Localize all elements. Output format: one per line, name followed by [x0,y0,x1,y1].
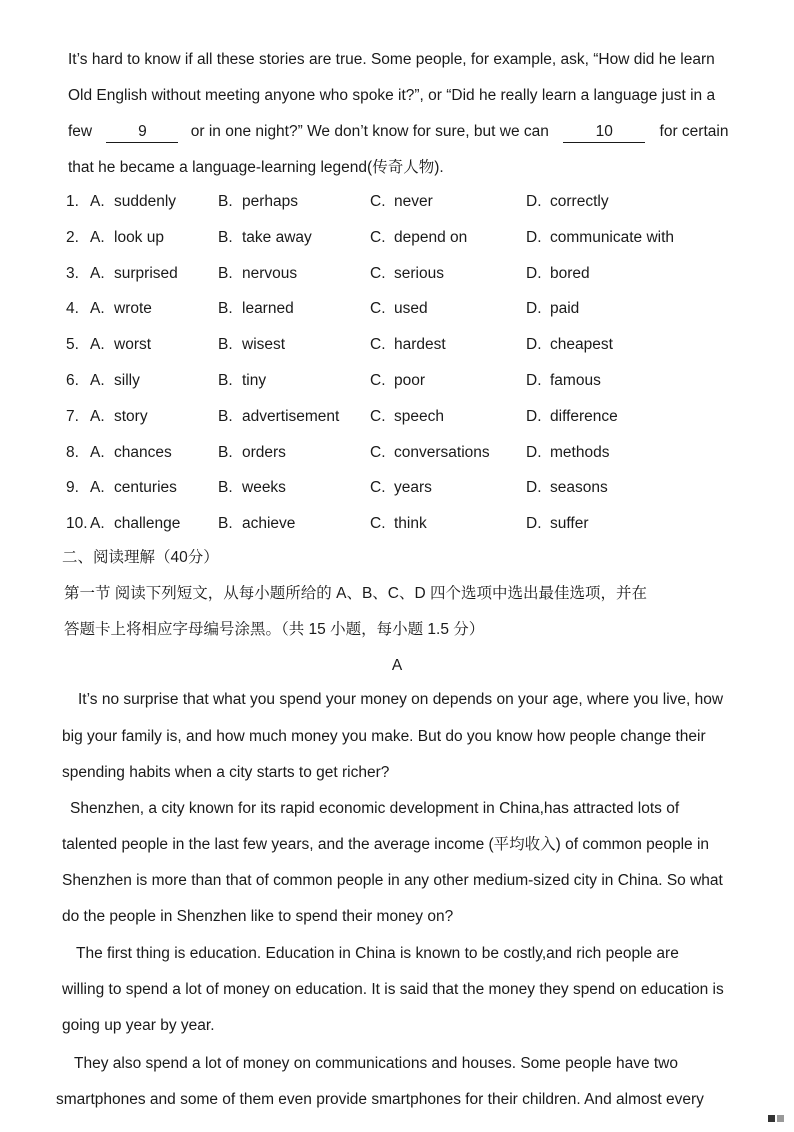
option-text: tiny [242,372,267,389]
option-a [90,479,177,497]
question-number: 8. [66,443,79,461]
option-text: story [114,407,148,425]
option-text: perhaps [242,193,299,210]
option-text: never [394,193,433,210]
option-letter: D. [526,336,542,354]
option-a [90,515,180,533]
question-number: 1. [66,193,79,210]
section-instruction-1: 第一节 阅读下列短文，从每小题所给的 A、B、C、D 四个选项中选出最佳选项，并在 [64,585,647,602]
option-letter: C. [370,300,386,318]
option-a [90,336,151,354]
passage-a-line-6: Shenzhen is more than that of common people in any other medium-sized city in China. So what [62,872,723,889]
option-text: surprised [114,264,178,282]
option-b [218,372,266,390]
option-letter: B. [218,515,233,533]
question-number: 9. [66,479,79,497]
option-letter: D. [526,443,542,461]
option-text: learned [242,300,294,318]
option-b [218,408,339,426]
option-text: correctly [550,193,609,210]
option-text: depend on [394,228,468,246]
passage-line-4: that he became a language-learning legend(传奇人物). [68,159,444,176]
passage-a-line-7: do the people in Shenzhen like to spend their money on? [62,908,454,925]
option-text: suddenly [114,193,177,210]
option-letter: C. [370,372,386,389]
option-text: centuries [114,479,177,497]
corner-qr-mark [768,1115,786,1122]
option-letter: C. [370,193,386,210]
option-b [218,300,294,318]
option-text: achieve [242,515,296,533]
option-letter: D. [526,264,542,282]
option-letter: C. [370,336,386,354]
option-d [526,372,601,390]
option-letter: B. [218,443,233,461]
option-text: methods [550,443,610,461]
option-letter: A. [90,193,105,210]
option-a [90,193,176,211]
option-a [90,300,152,318]
option-b [218,229,312,247]
option-text: communicate with [550,228,675,246]
option-c [370,444,490,462]
option-letter: B. [218,407,233,425]
option-text: orders [242,443,286,461]
passage-line-3-end: for certain [659,123,729,140]
passage-a-line-11: They also spend a lot of money on communications and houses. Some people have two [74,1055,679,1072]
question-number: 6. [66,372,79,389]
option-text: take away [242,228,312,246]
option-letter: A. [90,372,105,389]
passage-line-2: Old English without meeting anyone who spoke it?”, or “Did he really learn a language just in a [68,87,716,104]
option-letter: A. [90,264,105,282]
option-letter: D. [526,515,542,533]
passage-a-line-8: The first thing is education. Education in China is known to be costly,and rich people are [76,945,679,962]
section-title: 二、阅读理解（40分） [62,549,219,566]
option-letter: B. [218,228,233,246]
option-letter: A. [90,479,105,497]
option-letter: D. [526,193,542,210]
option-a [90,229,164,247]
option-text: speech [394,407,444,425]
option-c [370,372,425,390]
question-number: 3. [66,264,79,282]
question-number: 2. [66,228,79,246]
option-d [526,479,608,497]
option-text: seasons [550,479,608,497]
option-letter: C. [370,479,386,497]
option-letter: A. [90,407,105,425]
option-text: wisest [242,336,286,354]
option-text: think [394,515,427,533]
option-letter: A. [90,443,105,461]
option-text: hardest [394,336,446,354]
option-c [370,479,432,497]
passage-a-line-12: smartphones and some of them even provide smartphones for their children. And almost every [56,1091,704,1108]
option-text: suffer [550,515,589,533]
option-text: look up [114,228,164,246]
option-letter: B. [218,372,233,389]
option-letter: D. [526,372,542,389]
option-text: wrote [114,300,152,318]
option-d [526,300,579,318]
option-d [526,515,589,533]
option-c [370,229,467,247]
option-text: serious [394,264,444,282]
section-instruction-2: 答题卡上将相应字母编号涂黑。（共 15 小题，每小题 1.5 分） [64,621,485,638]
option-b [218,336,285,354]
option-d [526,265,590,283]
option-b [218,265,297,283]
option-a [90,265,178,283]
option-text: silly [114,372,140,389]
passage-a-line-2: big your family is, and how much money you make. But do you know how people change their [62,728,706,745]
option-text: years [394,479,432,497]
option-c [370,408,444,426]
option-letter: D. [526,228,542,246]
option-letter: C. [370,407,386,425]
option-a [90,408,148,426]
question-number: 7. [66,407,79,425]
option-text: famous [550,372,601,389]
option-text: challenge [114,515,181,533]
option-letter: A. [90,228,105,246]
option-text: bored [550,264,590,282]
option-c [370,336,446,354]
question-number: 10. [66,515,88,533]
option-a [90,372,140,390]
passage-a-line-3: spending habits when a city starts to get richer? [62,764,390,781]
blank-10: 10 [563,122,645,143]
option-text: difference [550,407,618,425]
option-letter: A. [90,336,105,354]
passage-a-line-5: talented people in the last few years, and the average income (平均收入) of common people in [62,836,710,853]
option-letter: B. [218,193,233,210]
option-a [90,444,172,462]
option-b [218,193,298,211]
question-number: 4. [66,300,79,318]
option-letter: D. [526,300,542,318]
option-letter: A. [90,515,105,533]
option-text: chances [114,443,172,461]
option-text: conversations [394,443,490,461]
option-c [370,300,428,318]
option-c [370,265,444,283]
option-d [526,229,674,247]
passage-line-1: It’s hard to know if all these stories are true. Some people, for example, ask, “How did he learn [68,51,715,68]
option-text: poor [394,372,426,389]
passage-line-3-start: few [68,123,93,140]
option-d [526,193,609,211]
option-letter: B. [218,264,233,282]
option-b [218,479,286,497]
option-d [526,336,613,354]
option-letter: B. [218,479,233,497]
option-letter: A. [90,300,105,318]
option-c [370,515,427,533]
blank-9: 9 [106,122,178,143]
option-letter: C. [370,264,386,282]
option-text: paid [550,300,580,318]
passage-line-3 [68,122,728,143]
passage-a-line-9: willing to spend a lot of money on education. It is said that the money they spend on education is [62,981,724,998]
passage-label: A [391,657,403,674]
option-b [218,515,295,533]
option-text: nervous [242,264,298,282]
option-letter: B. [218,300,233,318]
option-letter: C. [370,228,386,246]
passage-a-line-10: going up year by year. [62,1017,215,1034]
option-letter: D. [526,479,542,497]
option-letter: B. [218,336,233,354]
option-text: worst [114,336,152,354]
option-letter: D. [526,407,542,425]
passage-a-line-1: It’s no surprise that what you spend your money on depends on your age, where you live, how [78,691,724,708]
option-d [526,408,618,426]
option-letter: C. [370,443,386,461]
option-text: used [394,300,428,318]
option-text: advertisement [242,407,340,425]
passage-line-3-middle: or in one night?” We don’t know for sure, but we can [190,123,549,140]
question-number: 5. [66,336,79,354]
option-text: cheapest [550,336,613,354]
option-c [370,193,433,211]
option-b [218,444,286,462]
passage-a-line-4: Shenzhen, a city known for its rapid economic development in China,has attracted lots of [70,800,680,817]
option-letter: C. [370,515,386,533]
option-text: weeks [242,479,286,497]
option-d [526,444,609,462]
